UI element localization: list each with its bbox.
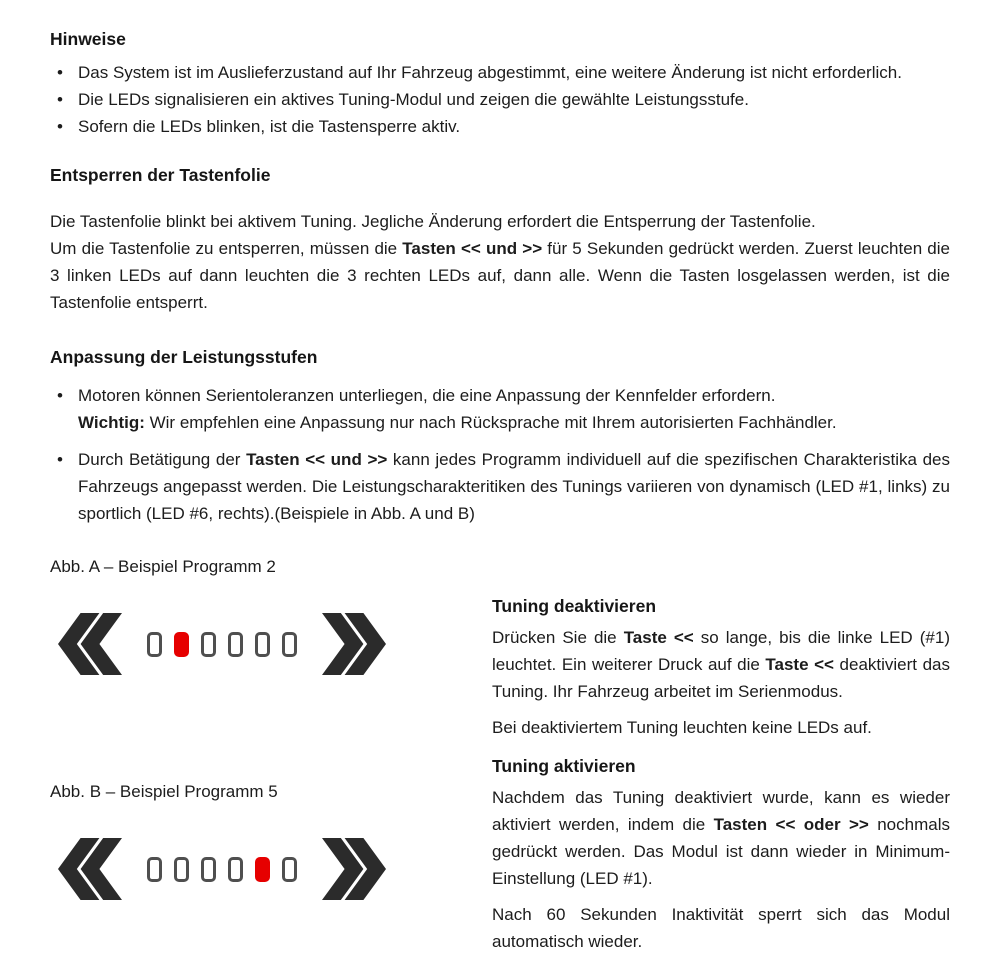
figure-a-caption: Abb. A – Beispiel Programm 2	[50, 557, 276, 576]
taste-bold: Taste <<	[623, 628, 694, 647]
bullet-icon: •	[57, 450, 63, 469]
tasten-bold: Tasten << oder >>	[713, 815, 869, 834]
led-2-active	[174, 632, 189, 657]
chevron-double-right-icon	[322, 836, 386, 902]
chevron-double-right-icon	[322, 611, 386, 677]
figure-b-led-panel	[58, 836, 492, 902]
led-6	[282, 632, 297, 657]
chevron-double-left-icon	[58, 611, 122, 677]
led-4	[228, 632, 243, 657]
tuning-aktivieren-heading: Tuning aktivieren	[492, 756, 636, 776]
anpassung-bullet-1-rest: Wir empfehlen eine Anpassung nur nach Rücksprache mit Ihrem autorisierten Fachhändler.	[144, 413, 837, 432]
figure-a-led-panel	[58, 611, 492, 677]
figure-b-caption: Abb. B – Beispiel Programm 5	[50, 782, 278, 801]
bullet-icon: •	[57, 90, 63, 109]
figure-a-led-strip	[147, 632, 297, 657]
entsperren-line-1: Die Tastenfolie blinkt bei aktivem Tuning. Jegliche Änderung erfordert die Entsperrung der Tastenfolie.	[50, 212, 816, 231]
led-3	[201, 632, 216, 657]
anpassung-bullet-1-line1: Motoren können Serientoleranzen unterliegen, die eine Anpassung der Kennfelder erfordern.	[78, 386, 776, 405]
anpassung-bullet-2: • Durch Betätigung der Tasten << und >> kann jedes Programm individuell auf die spezifischen Charakteristika des Fahrzeugs angepasst werden. Die Leistungscharakteritiken des Tunings variieren von dynamisch (LED #1, links) zu sportlich (LED #6, rechts).(Beispiele in Abb. A und B)	[50, 446, 950, 527]
instructions-column	[492, 556, 950, 955]
led-5	[255, 632, 270, 657]
tuning-aktivieren-paragraph-2: Nach 60 Sekunden Inaktivität sperrt sich das Modul automatisch wieder.	[492, 905, 950, 951]
bullet-icon: •	[57, 386, 63, 405]
figures-column	[50, 556, 492, 955]
tasten-bold: Tasten << und >>	[246, 450, 388, 469]
tuning-aktivieren-paragraph-1: Nachdem das Tuning deaktiviert wurde, kann es wieder aktiviert werden, indem die Tasten << oder >> nochmals gedrückt werden. Das Modul ist dann wieder in Minimum-Einstellung (LED #1).	[492, 788, 950, 888]
chevron-double-left-icon	[58, 836, 122, 902]
tuning-deaktivieren-paragraph-2: Bei deaktiviertem Tuning leuchten keine LEDs auf.	[492, 718, 872, 737]
hinweise-bullet-2	[50, 86, 950, 113]
led-1	[147, 632, 162, 657]
hinweise-heading: Hinweise	[50, 29, 126, 49]
entsperren-line-2: Um die Tastenfolie zu entsperren, müssen die Tasten << und >> für 5 Sekunden gedrückt werden. Zuerst leuchten die 3 linken LEDs auf dann leuchten die 3 rechten LEDs auf, dann alle. Wenn die Tasten losgelassen werden, ist die Tastenfolie entsperrt.	[50, 239, 950, 312]
entsperren-heading: Entsperren der Tastenfolie	[50, 165, 271, 185]
figure-b-led-strip	[147, 857, 297, 882]
hinweise-bullet-1-text: Das System ist im Auslieferzustand auf Ihr Fahrzeug abgestimmt, eine weitere Änderung ist nicht erforderlich.	[78, 63, 902, 82]
tuning-deaktivieren-paragraph-1: Drücken Sie die Taste << so lange, bis die linke LED (#1) leuchtet. Ein weiterer Druck auf die Taste << deaktiviert das Tuning. Ihr Fahrzeug arbeitet im Serienmodus.	[492, 628, 950, 701]
hinweise-bullet-1	[50, 59, 950, 86]
wichtig-bold: Wichtig:	[78, 413, 145, 432]
hinweise-bullet-3-text: Sofern die LEDs blinken, ist die Tastensperre aktiv.	[78, 117, 461, 136]
hinweise-bullet-2-text: Die LEDs signalisieren ein aktives Tuning-Modul und zeigen die gewählte Leistungsstufe.	[78, 90, 749, 109]
led-2	[174, 857, 189, 882]
bullet-icon: •	[57, 63, 63, 82]
entsperren-paragraph	[50, 208, 950, 316]
led-4	[228, 857, 243, 882]
led-1	[147, 857, 162, 882]
figures-and-instructions	[50, 556, 950, 955]
led-5-active	[255, 857, 270, 882]
tasten-bold: Tasten << und >>	[402, 239, 543, 258]
bullet-icon: •	[57, 117, 63, 136]
led-6	[282, 857, 297, 882]
anpassung-bullet-1	[50, 382, 950, 436]
anpassung-heading: Anpassung der Leistungsstufen	[50, 347, 318, 367]
tuning-deaktivieren-heading: Tuning deaktivieren	[492, 596, 657, 616]
taste-bold: Taste <<	[765, 655, 834, 674]
hinweise-bullet-3	[50, 113, 950, 140]
led-3	[201, 857, 216, 882]
